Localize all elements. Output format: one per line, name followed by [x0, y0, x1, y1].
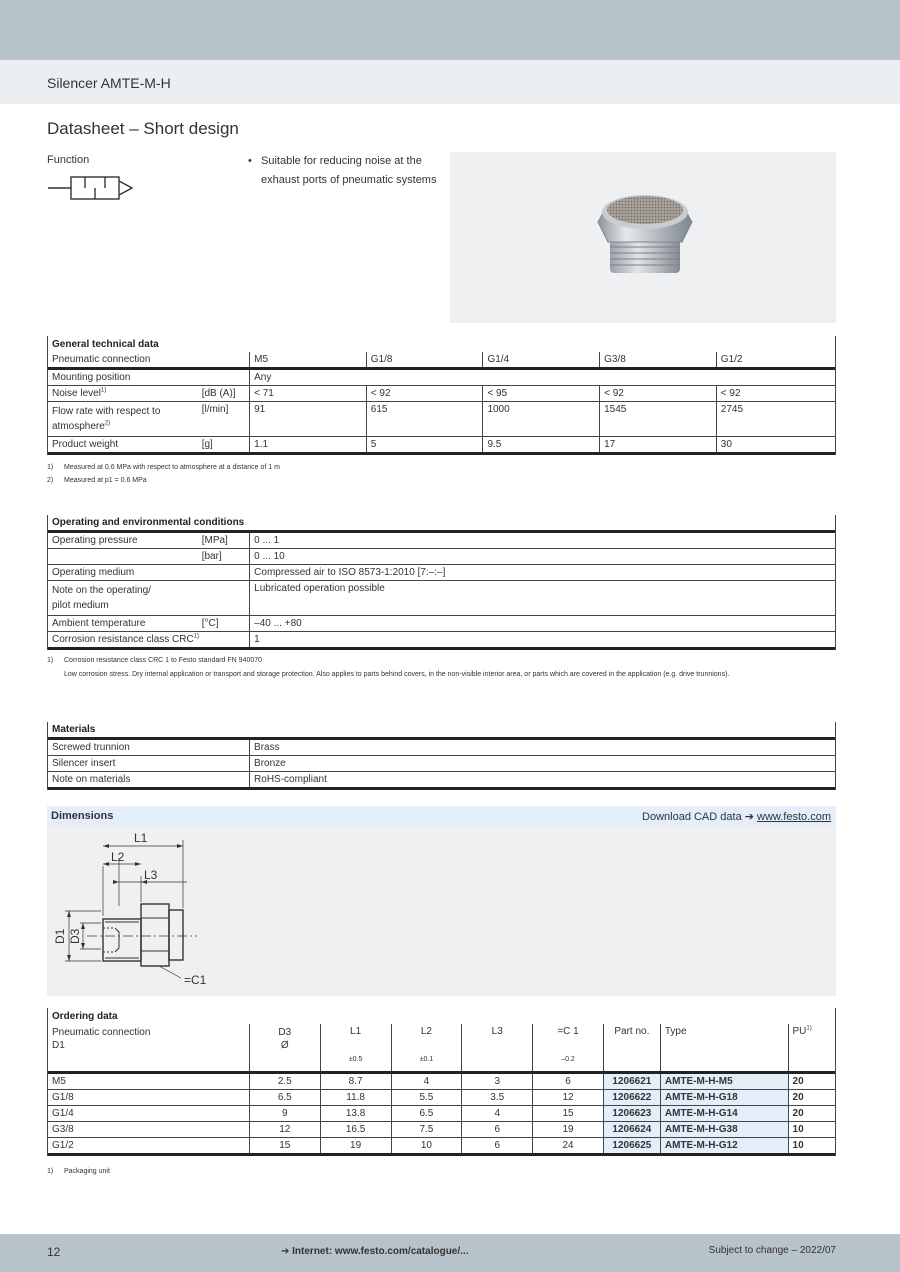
footnote-text: Packaging unit: [64, 1168, 110, 1175]
row-l3: 3.5: [462, 1089, 533, 1105]
row-wrench: 24: [533, 1137, 604, 1154]
l2-tolerance: ±0.1: [391, 1054, 462, 1072]
footnote-number: 1): [47, 657, 54, 664]
operating-footnote-2: [47, 671, 729, 678]
footnote-number: 2): [47, 477, 54, 484]
general-footnote-2: [47, 477, 147, 484]
row-pu: 20: [788, 1072, 835, 1089]
l1-header: L1: [320, 1024, 391, 1054]
row-l3: 3: [462, 1072, 533, 1089]
function-bullet: [248, 152, 443, 190]
row-d3: 15: [249, 1137, 320, 1154]
weight-label: Product weight: [48, 437, 198, 454]
noise-value: < 71: [250, 386, 367, 402]
noise-value: < 92: [366, 386, 483, 402]
row-type: AMTE-M-H-M5: [660, 1072, 788, 1089]
d3-header-text: D3: [278, 1027, 292, 1038]
silencer-symbol-icon: [47, 172, 137, 204]
row-part-no: 1206623: [603, 1105, 660, 1121]
weight-unit: [g]: [198, 437, 250, 454]
footnote-ref: 1): [193, 633, 200, 640]
conn-header-text: Pneumatic connection: [52, 1027, 151, 1038]
noise-label-text: Noise level: [52, 388, 101, 399]
pressure-label-empty: [48, 549, 198, 565]
pressure-mpa: 0 ... 1: [250, 532, 835, 549]
material-value: Brass: [250, 739, 835, 756]
row-connection: M5: [48, 1072, 249, 1089]
row-d3: 12: [249, 1121, 320, 1137]
wrench-header: =C 1: [533, 1024, 604, 1054]
table-row: [48, 1089, 835, 1105]
table-row: [48, 1072, 835, 1089]
type-header: Type: [660, 1024, 788, 1054]
ordering-footnote: [47, 1168, 110, 1175]
dim-label-d1: D1: [53, 928, 67, 944]
materials: [47, 722, 836, 790]
temp-value: –40 ... +80: [250, 616, 835, 632]
operating-footnote-1: [47, 657, 262, 664]
dim-label-l2: L2: [111, 850, 125, 864]
flow-value: 1000: [483, 402, 600, 437]
weight-value: 30: [716, 437, 835, 454]
row-wrench: 12: [533, 1089, 604, 1105]
row-l1: 11.8: [320, 1089, 391, 1105]
medium-value: Compressed air to ISO 8573-1:2010 [7:–:–]: [250, 565, 835, 581]
l2-header: L2: [391, 1024, 462, 1054]
flow-value: 91: [250, 402, 367, 437]
crc-value: 1: [250, 632, 835, 649]
d1-header-text: D1: [52, 1040, 65, 1051]
footnote-ref: 2): [104, 420, 111, 427]
temp-unit: [°C]: [198, 616, 250, 632]
connection-col: G3/8: [600, 352, 717, 369]
hdr-empty: [48, 1054, 249, 1072]
connection-col: G1/4: [483, 352, 600, 369]
product-title: Silencer AMTE-M-H: [47, 75, 171, 91]
product-photo: [450, 152, 836, 323]
row-pu: 20: [788, 1105, 835, 1121]
function-label: Function: [47, 154, 90, 166]
row-l2: 6.5: [391, 1105, 462, 1121]
internet-link[interactable]: ➔ Internet: www.festo.com/catalogue/...: [281, 1246, 469, 1257]
diameter-icon: Ø: [280, 1040, 289, 1051]
footnote-ref: 1): [806, 1025, 812, 1032]
top-band: [0, 0, 900, 60]
medium-label: Operating medium: [48, 565, 250, 581]
row-type: AMTE-M-H-G12: [660, 1137, 788, 1154]
row-type: AMTE-M-H-G18: [660, 1089, 788, 1105]
mounting-label: Mounting position: [48, 369, 250, 386]
general-section-title: General technical data: [52, 339, 159, 350]
materials-section-title: Materials: [48, 722, 835, 739]
hdr-empty: [249, 1054, 320, 1072]
table-row: [48, 1121, 835, 1137]
material-value: Bronze: [250, 756, 835, 772]
general-footnote-1: [47, 464, 280, 471]
row-part-no: 1206621: [603, 1072, 660, 1089]
row-pu: 10: [788, 1121, 835, 1137]
cad-link[interactable]: www.festo.com: [757, 811, 831, 823]
row-connection: G1/2: [48, 1137, 249, 1154]
general-technical-data: [47, 336, 836, 455]
function-bullet-text: Suitable for reducing noise at the exhaust ports of pneumatic systems: [261, 155, 437, 186]
row-l3: 6: [462, 1137, 533, 1154]
crc-label: [48, 632, 250, 649]
note-label-line1: Note on the operating/: [52, 585, 151, 596]
hdr-empty: [603, 1054, 660, 1072]
row-wrench: 19: [533, 1121, 604, 1137]
page-number: 12: [47, 1245, 61, 1259]
footer: [0, 1234, 900, 1272]
hdr-empty: [462, 1054, 533, 1072]
pressure-unit-mpa: [MPa]: [198, 532, 250, 549]
row-d3: 2.5: [249, 1072, 320, 1089]
material-label: Screwed trunnion: [48, 739, 250, 756]
cad-text: Download CAD data: [642, 811, 742, 823]
row-l1: 8.7: [320, 1072, 391, 1089]
row-connection: G1/4: [48, 1105, 249, 1121]
flow-value: 1545: [600, 402, 717, 437]
pressure-bar: 0 ... 10: [250, 549, 835, 565]
flow-unit: [l/min]: [198, 402, 250, 437]
row-l1: 19: [320, 1137, 391, 1154]
note-value: Lubricated operation possible: [250, 581, 835, 616]
d3-header: [249, 1024, 320, 1054]
row-pu: 20: [788, 1089, 835, 1105]
flow-label-line2: atmosphere: [52, 421, 105, 432]
hdr-empty: [660, 1054, 788, 1072]
dim-label-d3: D3: [68, 928, 82, 944]
connection-col: G1/8: [366, 352, 483, 369]
title-band: [0, 60, 900, 104]
operating-section-title: Operating and environmental conditions: [48, 515, 835, 532]
operating-conditions: [47, 515, 836, 650]
dimensions-title: Dimensions: [51, 810, 114, 822]
dim-label-l1: L1: [134, 831, 148, 845]
row-l1: 13.8: [320, 1105, 391, 1121]
row-wrench: 15: [533, 1105, 604, 1121]
noise-label: [48, 386, 198, 402]
pu-header-text: PU: [792, 1026, 807, 1037]
dimension-drawing: [47, 826, 247, 996]
material-value: RoHS-compliant: [250, 772, 835, 789]
footnote-text: Low corrosion stress. Dry internal application or transport and storage protection. Also applies to parts behind covers, in the non-visible interior area, or parts which are covered in the application (e.g. drive trunnions).: [64, 671, 730, 678]
row-d3: 6.5: [249, 1089, 320, 1105]
table-row: [48, 1137, 835, 1154]
row-l2: 4: [391, 1072, 462, 1089]
dimensions-header: [47, 806, 836, 826]
pressure-label: Operating pressure: [48, 532, 198, 549]
footnote-text: Measured at p1 = 0.6 MPa: [64, 477, 147, 484]
pu-header: [788, 1024, 835, 1054]
row-type: AMTE-M-H-G38: [660, 1121, 788, 1137]
row-l3: 6: [462, 1121, 533, 1137]
l1-tolerance: ±0.5: [320, 1054, 391, 1072]
connection-col: M5: [250, 352, 367, 369]
weight-value: 9.5: [483, 437, 600, 454]
noise-value: < 95: [483, 386, 600, 402]
connection-header: Pneumatic connection: [48, 352, 250, 369]
table-row: [48, 1105, 835, 1121]
row-part-no: 1206625: [603, 1137, 660, 1154]
l3-header: L3: [462, 1024, 533, 1054]
row-l1: 16.5: [320, 1121, 391, 1137]
mounting-value: Any: [250, 369, 835, 386]
flow-value: 2745: [716, 402, 835, 437]
bullet-dot: •: [248, 155, 252, 167]
dimensions-drawing-area: [47, 826, 836, 996]
noise-value: < 92: [600, 386, 717, 402]
part-header: Part no.: [603, 1024, 660, 1054]
temp-label: Ambient temperature: [48, 616, 198, 632]
wrench-tolerance: –0.2: [533, 1054, 604, 1072]
row-l2: 5.5: [391, 1089, 462, 1105]
row-d3: 9: [249, 1105, 320, 1121]
footnote-ref: 1): [100, 387, 107, 394]
connection-col: G1/2: [716, 352, 835, 369]
row-part-no: 1206624: [603, 1121, 660, 1137]
noise-unit: [dB (A)]: [198, 386, 250, 402]
ordering-section-title: Ordering data: [52, 1011, 118, 1022]
footnote-text: Measured at 0.6 MPa with respect to atmosphere at a distance of 1 m: [64, 464, 280, 471]
dim-label-l3: L3: [144, 868, 158, 882]
row-type: AMTE-M-H-G14: [660, 1105, 788, 1121]
row-pu: 10: [788, 1137, 835, 1154]
material-label: Note on materials: [48, 772, 250, 789]
flow-label-line1: Flow rate with respect to: [52, 406, 161, 417]
row-connection: G3/8: [48, 1121, 249, 1137]
weight-value: 1.1: [250, 437, 367, 454]
row-wrench: 6: [533, 1072, 604, 1089]
noise-value: < 92: [716, 386, 835, 402]
row-part-no: 1206622: [603, 1089, 660, 1105]
arrow-right-icon: ➔: [744, 811, 754, 823]
ordering-conn-header: [48, 1024, 249, 1054]
note-label-line2: pilot medium: [52, 600, 109, 611]
dim-label-wrench: =C1: [184, 973, 207, 987]
weight-value: 5: [366, 437, 483, 454]
flow-label: [48, 402, 198, 437]
page-title: Datasheet – Short design: [47, 119, 239, 138]
note-label: [48, 581, 250, 616]
row-l2: 7.5: [391, 1121, 462, 1137]
subject-to-change: Subject to change – 2022/07: [708, 1245, 836, 1256]
crc-label-text: Corrosion resistance class CRC: [52, 634, 194, 645]
footnote-number: 1): [47, 1168, 54, 1175]
pressure-unit-bar: [bar]: [198, 549, 250, 565]
material-label: Silencer insert: [48, 756, 250, 772]
weight-value: 17: [600, 437, 717, 454]
cad-download: [642, 810, 831, 823]
footnote-number: 1): [47, 464, 54, 471]
footnote-text: Corrosion resistance class CRC 1 to Festo standard FN 940070: [64, 657, 263, 664]
flow-value: 615: [366, 402, 483, 437]
hdr-empty: [788, 1054, 835, 1072]
row-l2: 10: [391, 1137, 462, 1154]
ordering-data: [47, 1008, 836, 1156]
row-l3: 4: [462, 1105, 533, 1121]
row-connection: G1/8: [48, 1089, 249, 1105]
